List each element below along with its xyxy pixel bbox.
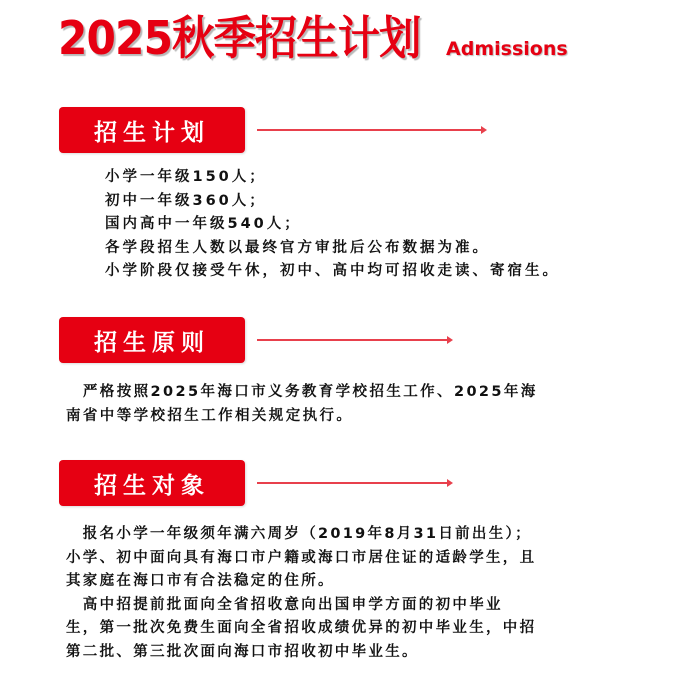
section-header-plan — [59, 107, 485, 153]
section-body-plan — [105, 166, 560, 284]
text-line: 小学、初中面向具有海口市户籍或海口市居住证的适龄学生，且 — [66, 549, 537, 566]
arrow-right-icon — [257, 339, 451, 341]
text-line: 小学一年级150人； — [105, 169, 267, 185]
section-header-target — [59, 460, 451, 506]
section-body-principle — [66, 381, 538, 428]
section-badge-principle: 招生原则 — [59, 317, 245, 363]
page-header — [58, 10, 568, 66]
text-line: 其家庭在海口市有合法稳定的住所。 — [66, 573, 335, 589]
text-line: 各学段招生人数以最终官方审批后公布数据为准。 — [105, 239, 490, 256]
arrow-right-icon — [257, 482, 451, 484]
text-line: 小学阶段仅接受午休，初中、高中均可招收走读、寄宿生。 — [105, 263, 560, 279]
page-title: 2025秋季招生计划 — [58, 11, 421, 65]
text-line: 高中招提前批面向全省招收意向出国申学方面的初中毕业 — [66, 596, 503, 613]
page-subtitle: Admissions — [446, 38, 568, 60]
section-header-principle — [59, 317, 451, 363]
section-badge-plan: 招生计划 — [59, 107, 245, 153]
section-badge-target: 招生对象 — [59, 460, 245, 506]
text-line: 报名小学一年级须年满六周岁（2019年8月31日前出生）； — [66, 526, 532, 542]
text-line: 国内高中一年级540人； — [105, 216, 302, 232]
text-line: 初中一年级360人； — [105, 192, 267, 209]
text-line: 严格按照2025年海口市义务教育学校招生工作、2025年海 — [66, 384, 538, 400]
section-body-target — [66, 523, 536, 664]
text-line: 南省中等学校招生工作相关规定执行。 — [66, 407, 354, 424]
text-line: 第二批、第三批次面向海口市招收初中毕业生。 — [66, 643, 419, 660]
arrow-right-icon — [257, 129, 485, 131]
text-line: 生，第一批次免费生面向全省招收成绩优异的初中毕业生，中招 — [66, 620, 537, 636]
